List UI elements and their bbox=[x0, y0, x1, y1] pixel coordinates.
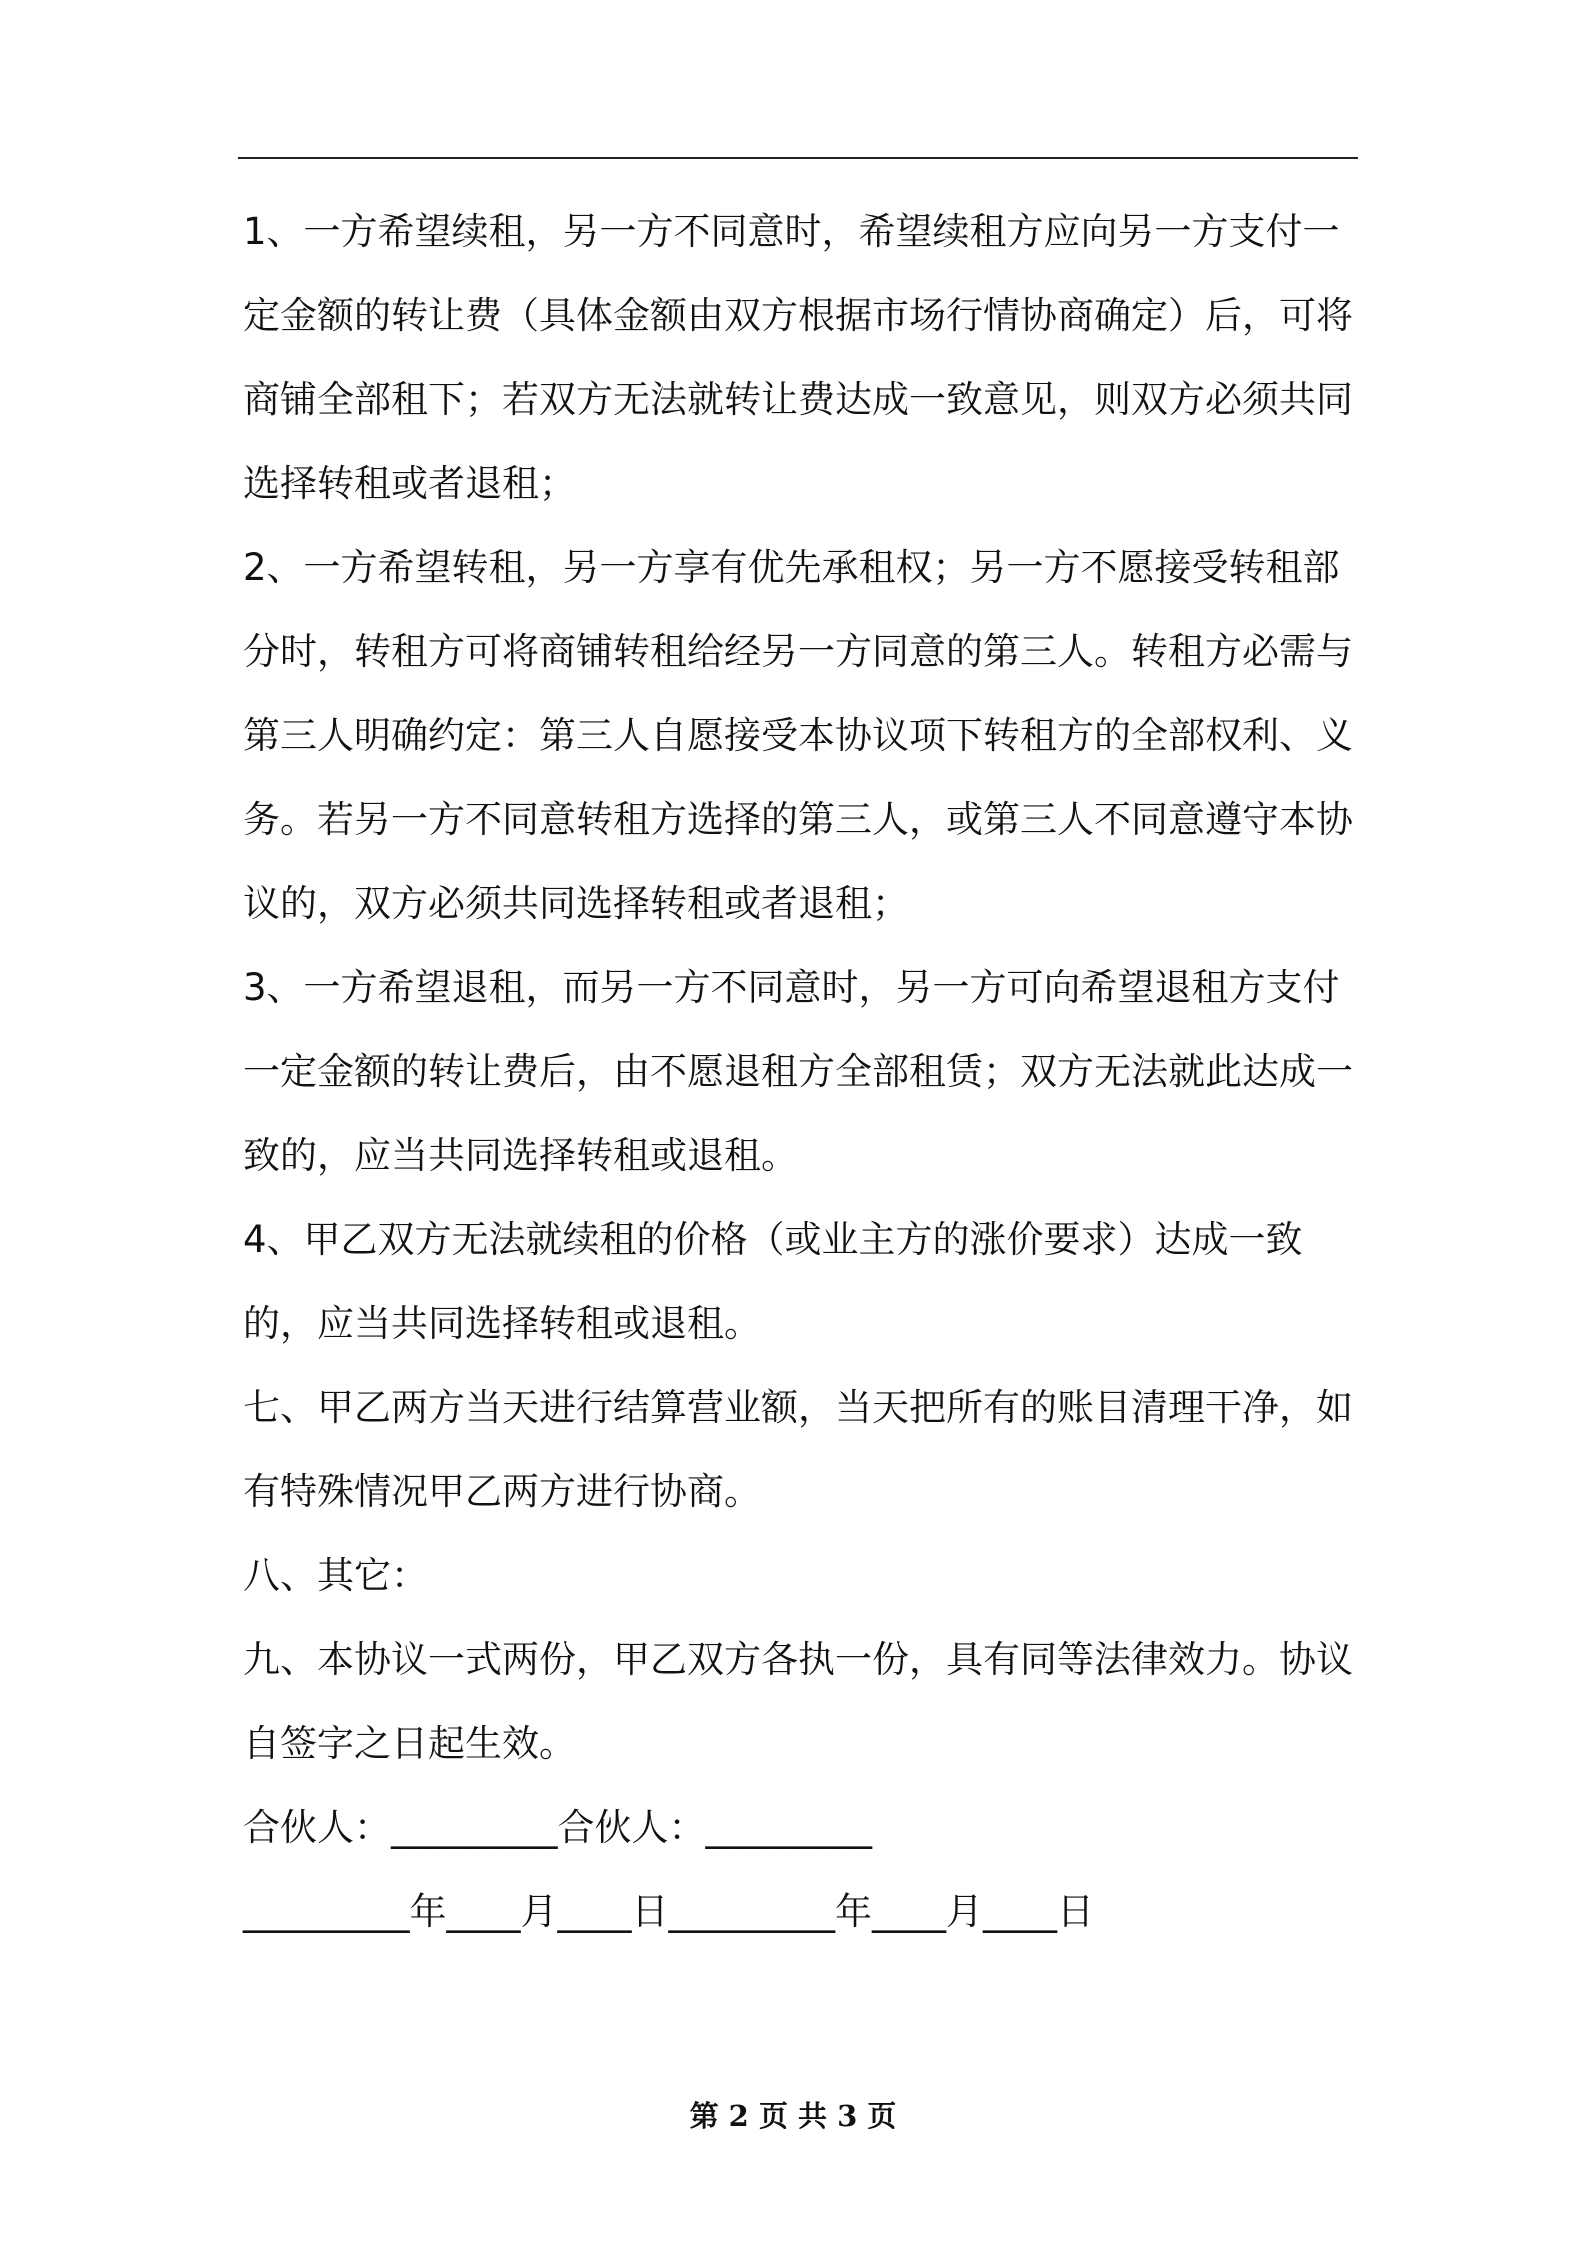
paragraph-4: 4、甲乙双方无法就续租的价格（或业主方的涨价要求）达成一致的，应当共同选择转租或退租。 bbox=[243, 1218, 1303, 1345]
paragraph-7: 七、甲乙两方当天进行结算营业额，当天把所有的账目清理干净，如有特殊情况甲乙两方进行协商。 bbox=[243, 1386, 1353, 1513]
paragraph-3: 3、一方希望退租，而另一方不同意时，另一方可向希望退租方支付一定金额的转让费后，由不愿退租方全部租赁；双方无法就此达成一致的，应当共同选择转租或退租。 bbox=[243, 966, 1353, 1177]
header-divider bbox=[238, 157, 1358, 159]
paragraph-2: 2、一方希望转租，另一方享有优先承租权；另一方不愿接受转租部分时，转租方可将商铺转租给经另一方同意的第三人。转租方必需与第三人明确约定：第三人自愿接受本协议项下转租方的全部权利、义务。若另一方不同意转租方选择的第三人，或第三人不同意遵守本协议的，双方必须共同选择转租或者退租； bbox=[243, 546, 1353, 925]
document-body bbox=[243, 190, 1368, 1954]
paragraph-8: 八、其它： bbox=[243, 1554, 428, 1597]
page-number: 第 2 页 共 3 页 bbox=[689, 2099, 897, 2133]
paragraph-9: 九、本协议一式两份，甲乙双方各执一份，具有同等法律效力。协议自签字之日起生效。 bbox=[243, 1638, 1353, 1765]
signature-line: 合伙人：_________合伙人：_________ bbox=[243, 1806, 872, 1849]
date-line: _________年____月____日_________年____月____日 bbox=[243, 1890, 1094, 1933]
paragraph-1: 1、一方希望续租，另一方不同意时，希望续租方应向另一方支付一定金额的转让费（具体金额由双方根据市场行情协商确定）后，可将商铺全部租下；若双方无法就转让费达成一致意见，则双方必须共同选择转租或者退租； bbox=[243, 210, 1353, 505]
